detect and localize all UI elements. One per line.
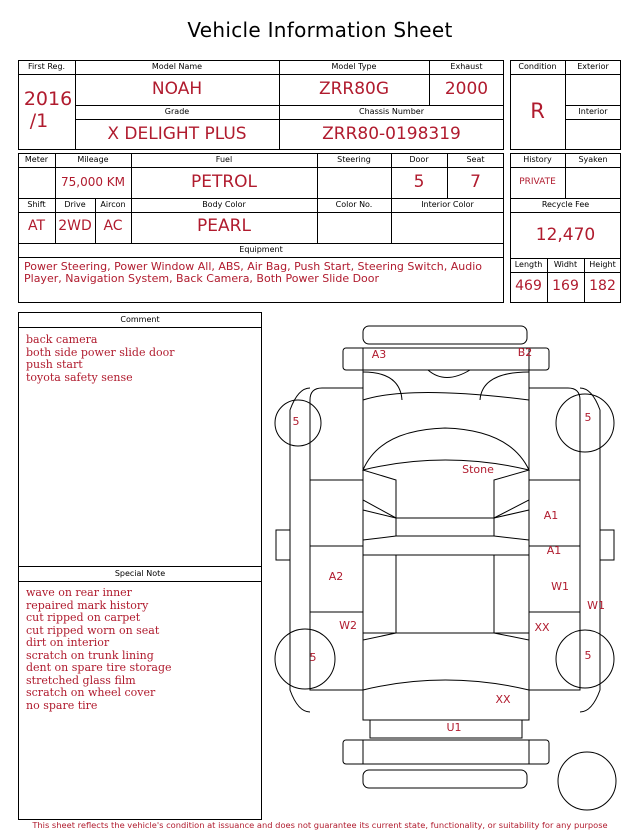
page-title: Vehicle Information Sheet — [187, 18, 453, 42]
model-type-value: ZRR80G — [318, 79, 390, 99]
grade-value: X DELIGHT PLUS — [107, 124, 247, 144]
mark-a1-lower: A1 — [546, 544, 562, 557]
mark-tire-fl: 5 — [292, 415, 300, 428]
rear-bumper — [363, 770, 527, 788]
seat-value: 7 — [470, 172, 481, 192]
body-color-label: Body Color — [202, 200, 246, 209]
fuel-label: Fuel — [215, 155, 233, 164]
list-item: no spare tire — [26, 698, 98, 712]
length-label: Length — [514, 260, 543, 269]
list-item: both side power slide door — [26, 345, 175, 359]
mark-a3: A3 — [371, 348, 387, 361]
equipment-value: Power Steering, Power Window All, ABS, Air Bag, Push Start, Steering Switch, Audio Player, Navigation System, Back Camera, Both Power Slide Door — [24, 260, 483, 285]
fuel-value: PETROL — [190, 172, 258, 192]
model-name-value: NOAH — [151, 79, 203, 99]
equipment-label: Equipment — [239, 245, 283, 254]
recycle-fee-value: 12,470 — [535, 225, 596, 245]
door-label: Door — [409, 155, 429, 164]
exhaust-value: 2000 — [444, 79, 489, 99]
comment-list — [26, 334, 256, 384]
exterior-label: Exterior — [577, 62, 609, 71]
list-item: stretched glass film — [26, 673, 136, 687]
condition-value: R — [530, 99, 545, 123]
front-bumper — [363, 326, 527, 344]
mileage-value: 75,000 KM — [60, 175, 126, 189]
mark-tire-fr: 5 — [584, 411, 592, 424]
aircon-label: Aircon — [100, 200, 126, 209]
spare-tire — [558, 752, 616, 810]
mark-xx-rear: XX — [495, 693, 511, 706]
special-note-list — [26, 587, 256, 712]
first-reg-month: /1 — [29, 110, 49, 132]
length-value: 469 — [515, 278, 542, 294]
chassis-value: ZRR80-0198319 — [322, 124, 461, 144]
list-item: repaired mark history — [26, 598, 149, 612]
list-item: toyota safety sense — [26, 370, 133, 384]
model-name-label: Model Name — [151, 62, 203, 71]
history-value: PRIVATE — [519, 177, 556, 187]
disclaimer-footer: This sheet reflects the vehicle's condition at issuance and does not guarantee its current state, functionality, or suitability for any purpose — [32, 820, 608, 830]
list-item: scratch on trunk lining — [26, 648, 154, 662]
interior-color-label: Interior Color — [421, 200, 474, 209]
first-reg-label: First Reg. — [27, 62, 66, 71]
mark-w1: W1 — [551, 580, 569, 593]
exhaust-label: Exhaust — [450, 62, 483, 71]
special-note-label: Special Note — [114, 569, 166, 578]
mark-u1: U1 — [446, 721, 462, 734]
list-item: dirt on interior — [26, 636, 110, 649]
drive-value: 2WD — [58, 218, 92, 234]
mark-a2: A2 — [328, 570, 344, 583]
comment-label: Comment — [120, 315, 160, 324]
mark-xx-right: XX — [534, 621, 550, 634]
history-label: History — [523, 155, 552, 164]
width-value: 169 — [552, 278, 579, 294]
grade-label: Grade — [164, 107, 190, 116]
aircon-value: AC — [103, 218, 123, 234]
chassis-label: Chassis Number — [359, 107, 424, 116]
mark-a1-upper: A1 — [543, 509, 559, 522]
recycle-fee-label: Recycle Fee — [541, 200, 590, 209]
mark-w2: W2 — [339, 619, 357, 632]
condition-label: Condition — [518, 62, 557, 71]
first-reg-year: 2016 — [23, 88, 73, 110]
model-type-label: Model Type — [331, 62, 377, 71]
list-item: scratch on wheel cover — [26, 686, 156, 699]
shift-value: AT — [27, 218, 46, 234]
mark-tire-rr: 5 — [584, 649, 592, 662]
list-item: push start — [26, 358, 83, 371]
list-item: wave on rear inner — [26, 586, 132, 599]
shift-label: Shift — [27, 200, 46, 209]
mark-b2: B2 — [517, 346, 533, 359]
list-item: dent on spare tire storage — [26, 661, 172, 674]
list-item: cut ripped worn on seat — [26, 623, 160, 637]
height-value: 182 — [589, 278, 616, 294]
rear-panel — [343, 740, 549, 764]
body-color-value: PEARL — [197, 216, 251, 236]
drive-label: Drive — [64, 200, 86, 209]
list-item: back camera — [26, 333, 98, 346]
width-label: Widht — [553, 260, 578, 269]
seat-label: Seat — [466, 155, 485, 164]
mark-stone: Stone — [462, 463, 494, 476]
mileage-label: Mileage — [77, 155, 109, 164]
door-value: 5 — [413, 172, 425, 192]
mark-w1-edge: W1 — [587, 599, 605, 612]
color-no-label: Color No. — [335, 200, 373, 209]
mark-tire-rl: 5 — [309, 651, 317, 664]
list-item: cut ripped on carpet — [26, 611, 141, 624]
steering-label: Steering — [337, 155, 371, 164]
meter-label: Meter — [24, 155, 49, 164]
height-label: Height — [589, 260, 616, 269]
interior-label: Interior — [578, 107, 608, 116]
syaken-label: Syaken — [578, 155, 608, 164]
